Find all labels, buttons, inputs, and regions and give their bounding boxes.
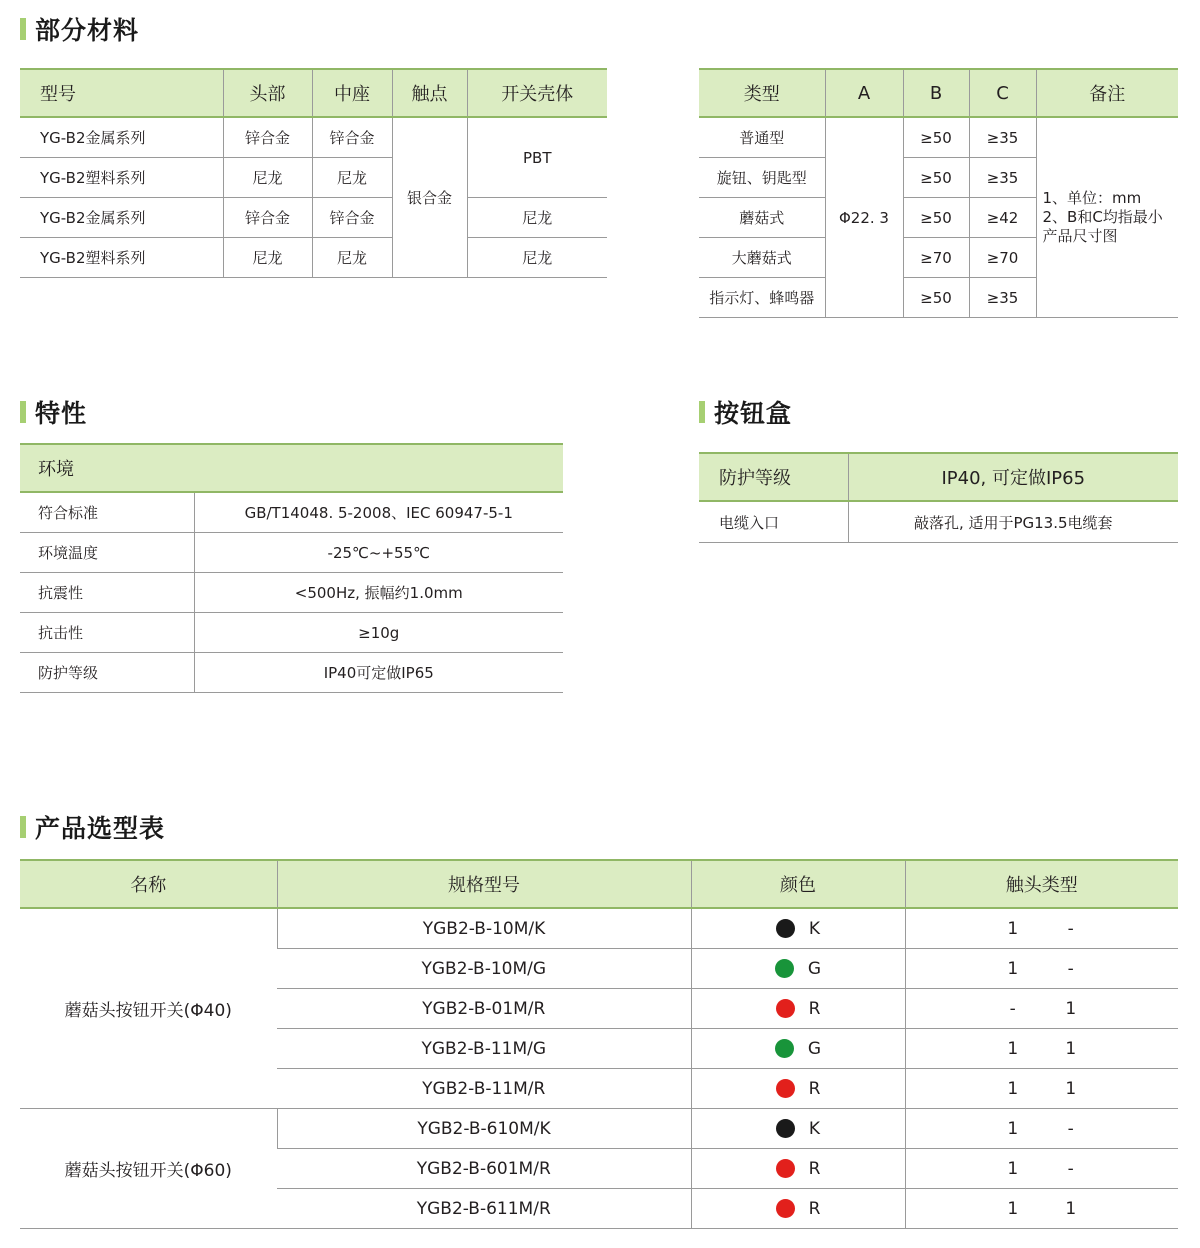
color-code: R — [808, 998, 821, 1019]
color-dot-icon — [776, 919, 795, 938]
model-cell: YG-B2金属系列 — [20, 117, 223, 158]
table-row — [20, 653, 563, 693]
color-code: R — [808, 1158, 821, 1179]
seat-material-cell: 尼龙 — [312, 238, 392, 278]
header-cell: 规格型号 — [277, 860, 691, 908]
contact-nc: - — [1067, 1158, 1074, 1179]
seat-material-cell: 锌合金 — [312, 198, 392, 238]
model-cell: YGB2-B-601M/R — [277, 1149, 691, 1189]
color-cell — [691, 1149, 905, 1189]
color-code: G — [807, 958, 822, 979]
type-cell: 大蘑菇式 — [699, 238, 825, 278]
contact-no: 1 — [1007, 1198, 1019, 1219]
table-header-row — [20, 860, 1178, 908]
header-cell: A — [825, 69, 903, 117]
color-cell — [691, 949, 905, 989]
contact-type-cell — [905, 1029, 1178, 1069]
selection-table — [20, 859, 1178, 1229]
color-cell — [691, 1029, 905, 1069]
dimension-c-cell: ≥35 — [969, 158, 1036, 198]
contact-nc: - — [1067, 958, 1074, 979]
type-cell: 旋钮、钥匙型 — [699, 158, 825, 198]
dimension-a-cell: Φ22. 3 — [825, 117, 903, 318]
spec-value: ≥10g — [194, 613, 563, 653]
contact-no: 1 — [1007, 1038, 1019, 1059]
header-cell: 名称 — [20, 860, 277, 908]
button-box-table — [699, 452, 1178, 543]
spec-label: 符合标准 — [20, 492, 194, 533]
housing-material-cell: PBT — [467, 117, 607, 198]
color-cell — [691, 908, 905, 949]
seat-material-cell: 尼龙 — [312, 158, 392, 198]
color-dot-icon — [776, 1199, 795, 1218]
contact-type-cell — [905, 1189, 1178, 1229]
header-cell: C — [969, 69, 1036, 117]
spec-value: IP40可定做IP65 — [194, 653, 563, 693]
contact-nc: 1 — [1065, 998, 1077, 1019]
contact-type-cell — [905, 949, 1178, 989]
note-line: 2、B和C均指最小 — [1042, 208, 1163, 226]
header-cell: 中座 — [312, 69, 392, 117]
table-row — [20, 238, 607, 278]
table-row — [699, 501, 1178, 543]
protection-label: 防护等级 — [699, 453, 848, 501]
table-header-row — [20, 69, 607, 117]
head-material-cell: 锌合金 — [223, 198, 312, 238]
header-cell: B — [903, 69, 969, 117]
header-cell: 开关壳体 — [467, 69, 607, 117]
section-title-button-box — [699, 394, 792, 430]
head-material-cell: 尼龙 — [223, 238, 312, 278]
contact-no: 1 — [1007, 918, 1019, 939]
color-cell — [691, 1189, 905, 1229]
model-cell: YGB2-B-10M/G — [277, 949, 691, 989]
model-cell: YG-B2金属系列 — [20, 198, 223, 238]
note-line: 产品尺寸图 — [1042, 227, 1118, 245]
color-cell — [691, 1069, 905, 1109]
table-row — [20, 1109, 1178, 1149]
color-dot-icon — [776, 999, 795, 1018]
table-row — [20, 117, 607, 158]
dimension-c-cell: ≥70 — [969, 238, 1036, 278]
protection-value: IP40, 可定做IP65 — [848, 453, 1178, 501]
spec-label: 环境温度 — [20, 533, 194, 573]
contact-no: 1 — [1007, 1078, 1019, 1099]
table-header-row — [699, 69, 1178, 117]
contact-no: 1 — [1007, 1118, 1019, 1139]
contact-nc: 1 — [1065, 1038, 1077, 1059]
dimension-b-cell: ≥50 — [903, 158, 969, 198]
dimension-b-cell: ≥50 — [903, 198, 969, 238]
model-cell: YGB2-B-10M/K — [277, 908, 691, 949]
contact-type-cell — [905, 1069, 1178, 1109]
contact-type-cell — [905, 1149, 1178, 1189]
color-dot-icon — [776, 1079, 795, 1098]
header-cell: 头部 — [223, 69, 312, 117]
table-row — [20, 198, 607, 238]
contact-nc: - — [1067, 918, 1074, 939]
dimension-b-cell: ≥70 — [903, 238, 969, 278]
color-code: K — [808, 918, 821, 939]
section-title-text: 部分材料 — [35, 16, 140, 45]
spec-label: 抗震性 — [20, 573, 194, 613]
contact-nc: 1 — [1065, 1078, 1077, 1099]
head-material-cell: 锌合金 — [223, 117, 312, 158]
note-line: 1、单位：mm — [1042, 189, 1142, 207]
section-title-selection — [20, 809, 165, 845]
contact-nc: 1 — [1065, 1198, 1077, 1219]
table-row — [20, 492, 563, 533]
dimension-b-cell: ≥50 — [903, 117, 969, 158]
section-marker — [20, 401, 26, 423]
spec-label: 抗击性 — [20, 613, 194, 653]
table-header-row — [699, 453, 1178, 501]
contact-type-cell — [905, 1109, 1178, 1149]
contact-type-cell — [905, 908, 1178, 949]
table-header-row — [20, 444, 563, 492]
dimension-c-cell: ≥35 — [969, 117, 1036, 158]
contact-no: - — [1009, 998, 1016, 1019]
environment-header: 环境 — [20, 444, 563, 492]
section-title-text: 按钮盒 — [714, 399, 793, 428]
notes-cell — [1036, 117, 1178, 318]
color-code: K — [808, 1118, 821, 1139]
table-row — [20, 573, 563, 613]
model-cell: YG-B2塑料系列 — [20, 238, 223, 278]
color-code: R — [808, 1198, 821, 1219]
header-cell: 类型 — [699, 69, 825, 117]
header-cell: 触头类型 — [905, 860, 1178, 908]
header-cell: 备注 — [1036, 69, 1178, 117]
table-row — [20, 908, 1178, 949]
section-title-text: 产品选型表 — [35, 814, 166, 843]
contact-no: 1 — [1007, 1158, 1019, 1179]
color-dot-icon — [776, 1119, 795, 1138]
model-cell: YGB2-B-11M/G — [277, 1029, 691, 1069]
color-dot-icon — [776, 1159, 795, 1178]
model-cell: YGB2-B-11M/R — [277, 1069, 691, 1109]
section-title-materials — [20, 11, 139, 47]
dimension-b-cell: ≥50 — [903, 278, 969, 318]
section-marker — [699, 401, 705, 423]
spec-label: 防护等级 — [20, 653, 194, 693]
product-name-cell: 蘑菇头按钮开关(Φ60) — [20, 1109, 277, 1229]
header-cell: 触点 — [392, 69, 467, 117]
contact-no: 1 — [1007, 958, 1019, 979]
spec-value: <500Hz, 振幅约1.0mm — [194, 573, 563, 613]
characteristics-table — [20, 443, 563, 693]
color-code: G — [807, 1038, 822, 1059]
color-dot-icon — [775, 1039, 794, 1058]
type-cell: 蘑菇式 — [699, 198, 825, 238]
section-title-text: 特性 — [35, 399, 88, 428]
housing-material-cell: 尼龙 — [467, 238, 607, 278]
seat-material-cell: 锌合金 — [312, 117, 392, 158]
header-cell: 型号 — [20, 69, 223, 117]
size-table — [699, 68, 1178, 318]
type-cell: 指示灯、蜂鸣器 — [699, 278, 825, 318]
section-marker — [20, 18, 26, 40]
header-cell: 颜色 — [691, 860, 905, 908]
table-row — [20, 613, 563, 653]
materials-table — [20, 68, 607, 278]
table-row — [699, 117, 1178, 158]
model-cell: YG-B2塑料系列 — [20, 158, 223, 198]
cable-entry-value: 敲落孔, 适用于PG13.5电缆套 — [848, 501, 1178, 543]
dimension-c-cell: ≥35 — [969, 278, 1036, 318]
head-material-cell: 尼龙 — [223, 158, 312, 198]
product-name-cell: 蘑菇头按钮开关(Φ40) — [20, 908, 277, 1109]
color-cell — [691, 1109, 905, 1149]
color-dot-icon — [775, 959, 794, 978]
contact-material-cell: 银合金 — [392, 117, 467, 278]
spec-value: GB/T14048. 5-2008、IEC 60947-5-1 — [194, 492, 563, 533]
model-cell: YGB2-B-610M/K — [277, 1109, 691, 1149]
model-cell: YGB2-B-611M/R — [277, 1189, 691, 1229]
contact-type-cell — [905, 989, 1178, 1029]
housing-material-cell: 尼龙 — [467, 198, 607, 238]
model-cell: YGB2-B-01M/R — [277, 989, 691, 1029]
dimension-c-cell: ≥42 — [969, 198, 1036, 238]
table-row — [20, 533, 563, 573]
color-cell — [691, 989, 905, 1029]
spec-value: -25℃~+55℃ — [194, 533, 563, 573]
type-cell: 普通型 — [699, 117, 825, 158]
cable-entry-label: 电缆入口 — [699, 501, 848, 543]
section-title-characteristics — [20, 394, 87, 430]
contact-nc: - — [1067, 1118, 1074, 1139]
section-marker — [20, 816, 26, 838]
color-code: R — [808, 1078, 821, 1099]
